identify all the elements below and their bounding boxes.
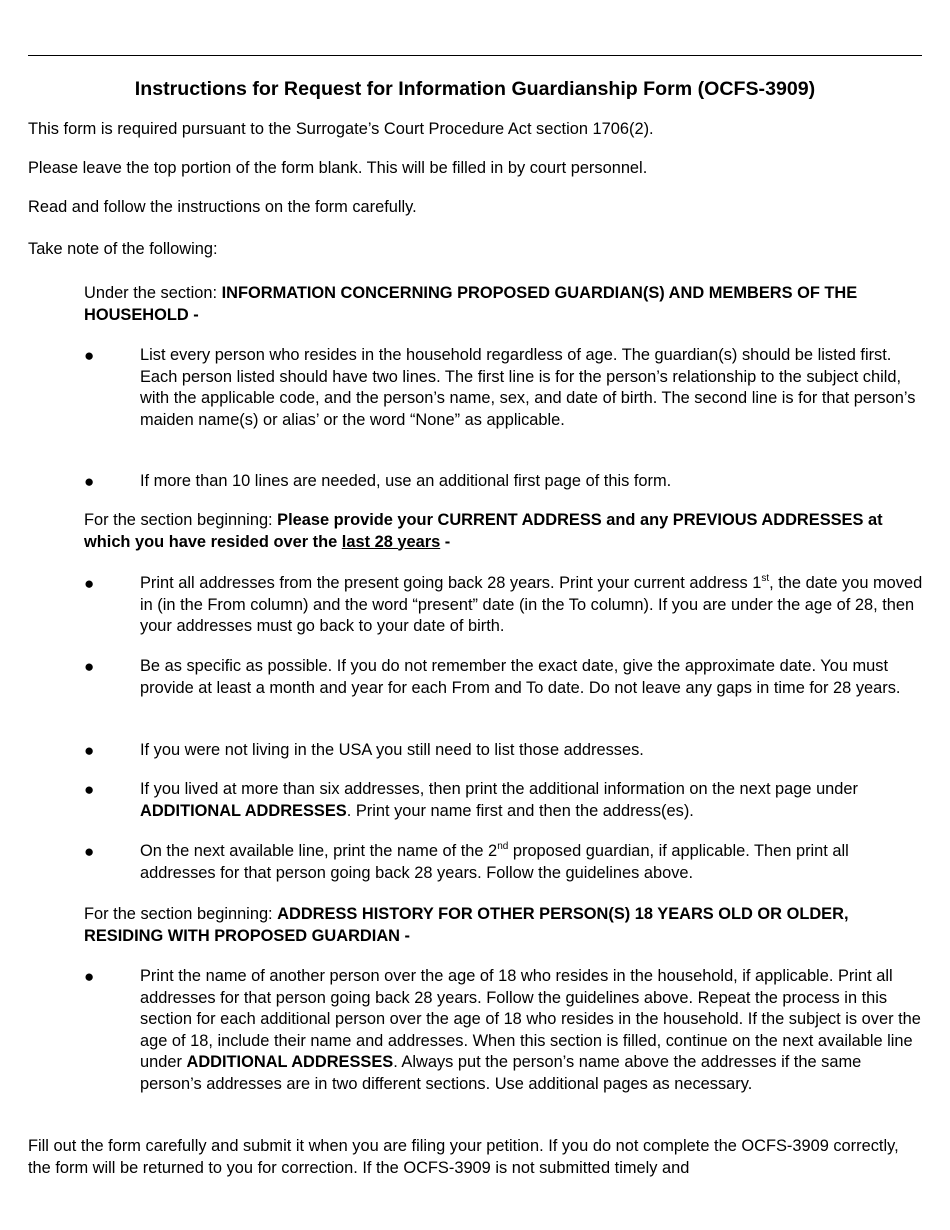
bullet-icon: ● <box>84 472 95 491</box>
intro-paragraph-1: This form is required pursuant to the Surrogate’s Court Procedure Act section 1706(2). <box>28 120 654 138</box>
bullet-icon: ● <box>84 574 95 593</box>
section-household-heading <box>84 283 929 326</box>
section-other-persons-heading <box>84 904 929 947</box>
section-title: ADDRESS HISTORY FOR OTHER PERSON(S) 18 YEARS OLD OR OLDER, RESIDING WITH PROPOSED GUARDIAN - <box>84 905 849 945</box>
list-item-text-part: On the next available line, print the name of the 2 <box>140 842 498 860</box>
list-item-text <box>140 779 925 822</box>
list-item-text <box>140 573 925 638</box>
bullet-icon: ● <box>84 346 95 365</box>
section-lead: For the section beginning: <box>84 905 278 923</box>
list-item-text-part: Print all addresses from the present going back 28 years. Print your current address 1 <box>140 574 762 592</box>
section-title-tail: - <box>440 532 451 551</box>
list-item-text <box>140 841 925 884</box>
list-item-text: If you were not living in the USA you still need to list those addresses. <box>140 741 644 759</box>
list-item-text-bold: ADDITIONAL ADDRESSES <box>186 1053 394 1071</box>
superscript: st <box>761 573 770 584</box>
bullet-icon: ● <box>84 967 95 986</box>
page-title: Instructions for Request for Information Guardianship Form (OCFS-3909) <box>134 78 816 100</box>
bullet-icon: ● <box>84 741 95 760</box>
section-title-underlined: last 28 years <box>341 532 441 551</box>
section-title: INFORMATION CONCERNING PROPOSED GUARDIAN(S) AND MEMBERS OF THE HOUSEHOLD - <box>84 284 858 324</box>
intro-paragraph-2: Please leave the top portion of the form blank. This will be filled in by court personnel. <box>28 159 648 177</box>
list-item-text-part: Print the name of another person over the age of 18 who resides in the household, if applicable. Print all addresses for that person going back 28 years. Follow the guidelines above. Repeat the process in this section for each additional person over the age of 18 who resides in the household. If the subject is over the age of 18, include their name and addresses. When this section is filled, continue on the next available line under <box>140 967 921 1071</box>
bullet-icon: ● <box>84 657 95 676</box>
top-rule <box>28 55 922 56</box>
closing-paragraph: Fill out the form carefully and submit it when you are filing your petition. If you do not complete the OCFS-3909 correctly, the form will be returned to you for correction. If the OCFS-3909 is not submitted timely and <box>28 1137 899 1177</box>
bullet-icon: ● <box>84 842 95 861</box>
list-item-text: If more than 10 lines are needed, use an additional first page of this form. <box>140 472 672 490</box>
list-item-text-part: , the date you moved in (in the From column) and the word “present” date (in the To column). If you are under the age of 28, then your addresses must go back to your date of birth. <box>140 574 923 635</box>
section-title-text: Please provide your CURRENT ADDRESS and any PREVIOUS ADDRESSES at which you have resided over the <box>84 511 883 551</box>
list-item-text-part: If you lived at more than six addresses, then print the additional information on the next page under <box>140 780 858 798</box>
intro-paragraph-3: Read and follow the instructions on the form carefully. <box>28 198 417 216</box>
section-lead: Under the section: <box>84 284 222 302</box>
section-address-heading <box>84 510 929 553</box>
superscript: nd <box>497 841 509 852</box>
list-item-text: List every person who resides in the household regardless of age. The guardian(s) should be listed first. Each person listed should have two lines. The first line is for the person’s relationship to the subject child, with the applicable code, and the person’s name, sex, and date of birth. The second line is for that person’s maiden name(s) or alias’ or the word “None” as applicable. <box>140 346 916 429</box>
intro-paragraph-4: Take note of the following: <box>28 240 218 258</box>
list-item-text-part: . Always put the person’s name above the addresses if the same person’s addresses are in two different sections. Use additional pages as necessary. <box>140 1053 862 1093</box>
section-lead: For the section beginning: <box>84 511 278 529</box>
list-item-text: Be as specific as possible. If you do not remember the exact date, give the approximate date. You must provide at least a month and year for each From and To date. Do not leave any gaps in time for 28 years. <box>140 657 901 697</box>
list-item-text-part: . Print your name first and then the address(es). <box>346 801 694 820</box>
list-item-text-bold: ADDITIONAL ADDRESSES <box>140 801 347 820</box>
list-item-text <box>140 966 925 1095</box>
list-item-text-part: proposed guardian, if applicable. Then print all addresses for that person going back 28 years. Follow the guidelines above. <box>140 842 849 882</box>
bullet-icon: ● <box>84 780 95 799</box>
